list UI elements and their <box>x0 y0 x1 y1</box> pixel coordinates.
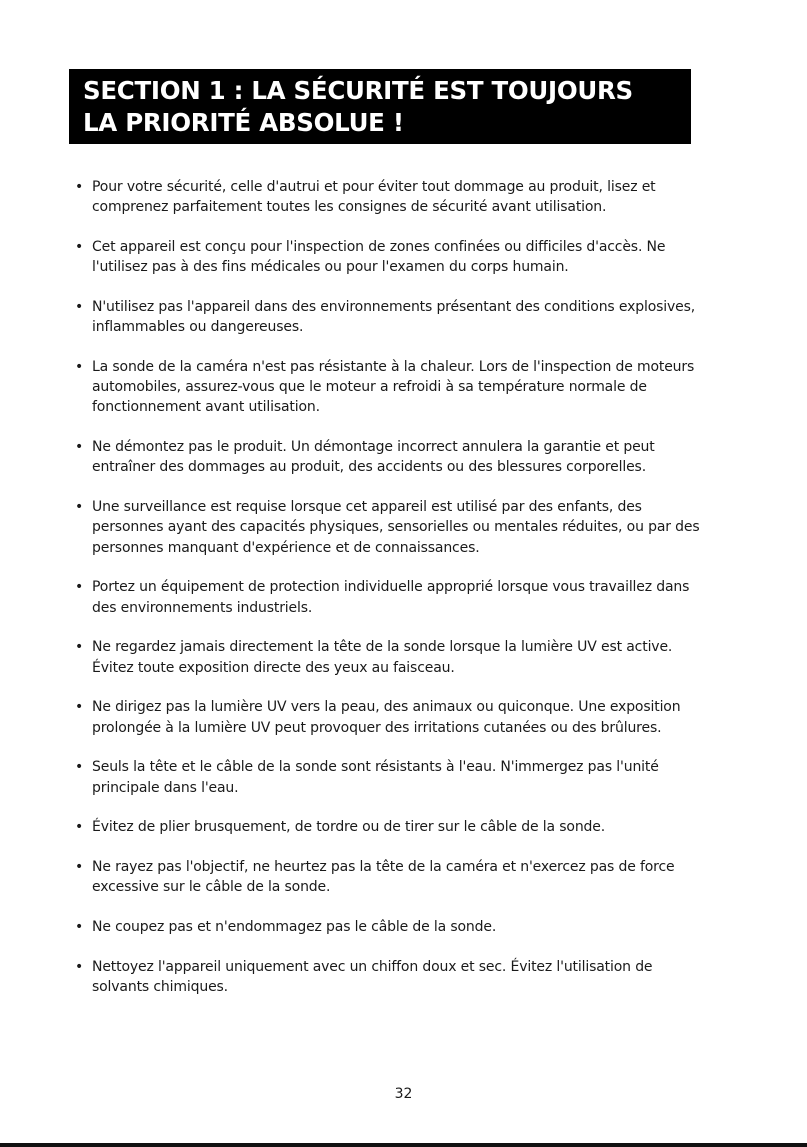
list-item-text: Ne coupez pas et n'endommagez pas le câble de la sonde. <box>92 919 497 936</box>
list-item-text: Une surveillance est requise lorsque cet appareil est utilisé par des enfants, des personnes ayant des capacités physiques, sensorielles ou mentales réduites, ou par des personnes manquant d'expérience et de connaissances. <box>92 499 700 556</box>
list-item <box>75 697 705 737</box>
list-item-text: Ne démontez pas le produit. Un démontage incorrect annulera la garantie et peut entraîner des dommages au produit, des accidents ou des blessures corporelles. <box>92 439 655 476</box>
bullet-icon: • <box>75 499 84 516</box>
list-item-text: N'utilisez pas l'appareil dans des environnements présentant des conditions explosives, inflammables ou dangereuses. <box>92 299 696 336</box>
bullet-icon: • <box>75 359 84 375</box>
list-item <box>75 917 705 937</box>
list-item-text: Cet appareil est conçu pour l'inspection de zones confinées ou difficiles d'accès. Ne l'utilisez pas à des fins médicales ou pour l'examen du corps humain. <box>92 239 666 276</box>
section-title-banner <box>69 69 691 144</box>
list-item <box>75 957 705 997</box>
list-item-text: Nettoyez l'appareil uniquement avec un chiffon doux et sec. Évitez l'utilisation de solvants chimiques. <box>92 959 653 996</box>
bullet-icon: • <box>75 439 84 456</box>
section-title-line-1: SECTION 1 : LA SÉCURITÉ EST TOUJOURS <box>83 76 633 105</box>
list-item-text: La sonde de la caméra n'est pas résistante à la chaleur. Lors de l'inspection de moteurs automobiles, assurez-vous que le moteur a refroidi à sa température normale de fonctionnement avant utilisation. <box>92 359 695 416</box>
list-item-text: Seuls la tête et le câble de la sonde sont résistants à l'eau. N'immergez pas l'unité principale dans l'eau. <box>92 759 659 796</box>
list-item-text: Ne rayez pas l'objectif, ne heurtez pas la tête de la caméra et n'exercez pas de force excessive sur le câble de la sonde. <box>92 859 675 896</box>
list-item <box>75 177 705 217</box>
list-item <box>75 357 705 418</box>
bullet-icon: • <box>75 239 84 255</box>
bullet-icon: • <box>75 919 84 936</box>
bullet-icon: • <box>75 959 84 975</box>
bullet-icon: • <box>75 179 84 195</box>
bottom-border <box>0 1143 807 1147</box>
bullet-icon: • <box>75 759 84 776</box>
list-item <box>75 857 705 897</box>
list-item-text: Évitez de plier brusquement, de tordre ou de tirer sur le câble de la sonde. <box>92 819 606 836</box>
list-item <box>75 817 705 837</box>
list-item-text: Ne regardez jamais directement la tête de la sonde lorsque la lumière UV est active. Évitez toute exposition directe des yeux au faisceau. <box>92 639 673 676</box>
list-item <box>75 237 705 277</box>
list-item <box>75 637 705 677</box>
page-number: 32 <box>394 1086 413 1102</box>
list-item <box>75 757 705 797</box>
section-title-line-2: LA PRIORITÉ ABSOLUE ! <box>83 108 404 137</box>
list-item <box>75 297 705 337</box>
list-item-text: Ne dirigez pas la lumière UV vers la peau, des animaux ou quiconque. Une exposition prolongée à la lumière UV peut provoquer des irritations cutanées ou des brûlures. <box>92 699 681 736</box>
bullet-icon: • <box>75 859 84 876</box>
list-item-text: Pour votre sécurité, celle d'autrui et pour éviter tout dommage au produit, lisez et comprenez parfaitement toutes les consignes de sécurité avant utilisation. <box>92 179 656 216</box>
bullet-icon: • <box>75 639 84 656</box>
list-item <box>75 437 705 477</box>
bullet-icon: • <box>75 579 84 596</box>
list-item-text: Portez un équipement de protection individuelle approprié lorsque vous travaillez dans des environnements industriels. <box>92 579 690 616</box>
list-item <box>75 497 705 558</box>
list-item <box>75 577 705 617</box>
bullet-icon: • <box>75 819 84 836</box>
bullet-icon: • <box>75 699 84 716</box>
bullet-icon: • <box>75 299 84 315</box>
safety-instructions-list <box>75 177 705 1017</box>
